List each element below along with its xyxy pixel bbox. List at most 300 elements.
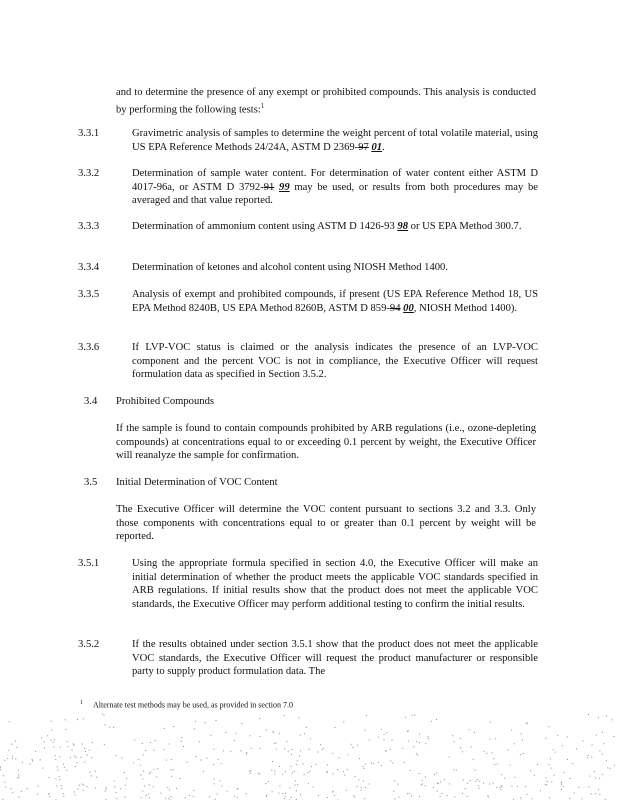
- scan-speck: [318, 795, 319, 796]
- scan-speck: [61, 788, 62, 789]
- scan-speck: [0, 769, 1, 770]
- scan-speck: [504, 778, 505, 779]
- scan-speck: [195, 721, 196, 722]
- scan-speck: [456, 770, 457, 771]
- scan-speck: [140, 775, 141, 776]
- scan-speck: [234, 796, 235, 797]
- scan-speck: [452, 735, 453, 736]
- scan-speck: [363, 781, 364, 782]
- test-item-3-3-1: [78, 127, 538, 154]
- scan-speck: [30, 764, 31, 765]
- scan-speck: [421, 784, 422, 785]
- scan-speck: [467, 783, 468, 784]
- scan-speck: [237, 788, 238, 789]
- scan-speck: [442, 793, 443, 794]
- scan-speck: [353, 747, 354, 748]
- scan-speck: [8, 750, 9, 751]
- scan-speck: [583, 740, 584, 741]
- scan-speck: [501, 785, 502, 786]
- item-text-after: or US EPA Method 300.7.: [408, 221, 522, 232]
- scan-speck: [303, 764, 304, 765]
- scan-speck: [285, 796, 286, 797]
- scan-speck: [465, 788, 466, 789]
- scan-speck: [614, 765, 615, 766]
- scan-speck: [474, 732, 475, 733]
- scan-speck: [437, 783, 438, 784]
- scan-speck: [428, 736, 429, 737]
- scan-speck: [606, 760, 607, 761]
- scan-speck: [487, 795, 488, 796]
- scan-speck: [95, 771, 96, 772]
- scan-speck: [15, 758, 16, 759]
- scan-speck: [160, 793, 161, 794]
- scan-speck: [309, 771, 310, 772]
- scan-speck: [249, 771, 250, 772]
- scan-speck: [77, 789, 78, 790]
- scan-speck: [77, 719, 78, 720]
- item-text-after: .: [382, 141, 385, 153]
- scan-speck: [250, 735, 251, 736]
- scan-speck: [74, 756, 75, 757]
- scan-speck: [114, 780, 115, 781]
- scan-speck: [355, 776, 356, 777]
- scan-speck: [607, 767, 608, 768]
- scan-speck: [199, 741, 200, 742]
- scan-speck: [79, 785, 80, 786]
- scan-speck: [373, 763, 374, 764]
- item-text: [132, 288, 538, 315]
- scan-speck: [105, 791, 106, 792]
- scan-speck: [300, 794, 301, 795]
- scan-speck: [49, 777, 50, 778]
- scan-speck: [587, 757, 588, 758]
- scan-speck: [411, 796, 412, 797]
- scan-speck: [166, 760, 167, 761]
- scan-speck: [65, 729, 66, 730]
- section-number: 3.4: [84, 396, 98, 407]
- scan-speck: [392, 740, 393, 741]
- scan-speck: [57, 770, 58, 771]
- scan-speck: [553, 749, 554, 750]
- scan-speck: [332, 753, 333, 754]
- scan-speck: [486, 753, 487, 754]
- scan-speck: [21, 791, 22, 792]
- scan-speck: [514, 743, 515, 744]
- scan-speck: [67, 746, 68, 747]
- scan-speck: [143, 771, 144, 772]
- scan-speck: [272, 791, 273, 792]
- scan-speck: [359, 758, 360, 759]
- item-number: 3.3.5: [78, 289, 100, 300]
- item-text: If the results obtained under section 3.5.1 show that the product does not meet the applicable VOC standards, the Executive Officer will request the product manufacturer or responsible party to supply product formulation data. The: [132, 639, 538, 678]
- scan-speck: [96, 777, 97, 778]
- scan-speck: [40, 759, 41, 760]
- scan-speck: [274, 773, 275, 774]
- scan-speck: [337, 769, 338, 770]
- scan-speck: [469, 729, 470, 730]
- scan-speck: [610, 768, 611, 769]
- scan-speck: [106, 787, 107, 788]
- scan-speck: [134, 740, 135, 741]
- section-3-4-body: If the sample is found to contain compounds prohibited by ARB regulations (i.e., ozone-depleting compounds) at concentrations equal to or exceeding 0.1 percent by weight, the Executive Officer will reanalyze the sample for confirmation.: [116, 423, 536, 462]
- scan-speck: [563, 786, 564, 787]
- inserted-revision: 99: [279, 181, 290, 193]
- scan-speck: [169, 744, 170, 745]
- scan-speck: [588, 786, 589, 787]
- section-number: 3.5: [84, 477, 98, 488]
- scan-speck: [307, 772, 308, 773]
- scan-speck: [602, 754, 603, 755]
- scan-speck: [185, 797, 186, 798]
- scan-speck: [156, 776, 157, 777]
- scan-speck: [234, 740, 235, 741]
- scan-speck: [155, 740, 156, 741]
- item-text: [132, 220, 538, 234]
- scan-speck: [479, 788, 480, 789]
- scan-speck: [290, 766, 291, 767]
- scan-speck: [16, 747, 17, 748]
- scan-speck: [381, 729, 382, 730]
- scan-speck: [83, 790, 84, 791]
- scan-speck: [595, 793, 596, 794]
- test-item-3-3-2: [78, 167, 538, 208]
- scan-speck: [7, 758, 8, 759]
- scan-speck: [291, 797, 292, 798]
- scan-speck: [51, 740, 52, 741]
- struck-revision: 91: [263, 181, 275, 193]
- scan-speck: [588, 755, 589, 756]
- scan-speck: [414, 715, 415, 716]
- scan-speck: [334, 795, 335, 796]
- scan-speck: [121, 757, 122, 758]
- scan-speck: [598, 789, 599, 790]
- item-number: 3.3.1: [78, 128, 100, 139]
- scan-speck: [205, 722, 206, 723]
- scan-speck: [32, 759, 33, 760]
- scan-speck: [196, 756, 197, 757]
- scan-speck: [300, 750, 301, 751]
- scan-speck: [410, 770, 411, 771]
- footnote-text: Alternate test methods may be used, as provided in section 7.0: [93, 700, 293, 710]
- scan-speck: [496, 787, 497, 788]
- scan-speck: [266, 729, 267, 730]
- scan-speck: [141, 797, 142, 798]
- scan-speck: [419, 734, 420, 735]
- scan-speck: [55, 759, 56, 760]
- item-text-before: Gravimetric analysis of samples to determine the weight percent of total volatile material, using US EPA Reference Methods 24/24A, ASTM D 2369-: [132, 128, 538, 153]
- scan-speck: [82, 784, 83, 785]
- scan-speck: [440, 781, 441, 782]
- scan-speck: [240, 750, 241, 751]
- footnote: [80, 698, 293, 711]
- scan-speck: [365, 730, 366, 731]
- scan-speck: [310, 738, 311, 739]
- scan-speck: [183, 746, 184, 747]
- scan-speck: [18, 770, 19, 771]
- scan-speck: [484, 751, 485, 752]
- scan-speck: [363, 766, 364, 767]
- scan-speck: [44, 742, 45, 743]
- item-number: 3.3.3: [78, 221, 100, 232]
- scan-speck: [437, 791, 438, 792]
- scan-speck: [394, 780, 395, 781]
- scan-speck: [384, 739, 385, 740]
- scan-speck: [364, 768, 365, 769]
- scan-speck: [296, 764, 297, 765]
- scan-speck: [81, 757, 82, 758]
- scan-speck: [510, 765, 511, 766]
- scan-speck: [428, 738, 429, 739]
- scan-speck: [416, 753, 417, 754]
- scan-speck: [265, 783, 266, 784]
- scan-speck: [4, 760, 5, 761]
- scan-speck: [285, 771, 286, 772]
- scan-speck: [200, 760, 201, 761]
- scan-speck: [453, 770, 454, 771]
- scan-speck: [271, 770, 272, 771]
- scan-speck: [176, 788, 177, 789]
- scan-speck: [547, 781, 548, 782]
- scan-speck: [339, 757, 340, 758]
- scan-speck: [393, 791, 394, 792]
- item-text-before: Determination of sample water content. For determination of water content either ASTM D 4017-96a, or ASTM D 3792-: [132, 168, 538, 193]
- scan-speck: [561, 789, 562, 790]
- scan-speck: [286, 741, 287, 742]
- scan-speck: [327, 771, 328, 772]
- scan-speck: [150, 772, 151, 773]
- scan-speck: [581, 798, 582, 799]
- scan-speck: [335, 727, 336, 728]
- scan-speck: [260, 748, 261, 749]
- scan-speck: [489, 784, 490, 785]
- scan-speck: [599, 794, 600, 795]
- scan-speck: [495, 738, 496, 739]
- scan-speck: [359, 779, 360, 780]
- scan-speck: [540, 790, 541, 791]
- scan-speck: [384, 734, 385, 735]
- scan-speck: [431, 721, 432, 722]
- scan-speck: [179, 778, 180, 779]
- scan-speck: [392, 763, 393, 764]
- scan-speck: [572, 763, 573, 764]
- scan-speck: [473, 759, 474, 760]
- scan-speck: [154, 769, 155, 770]
- scan-speck: [266, 796, 267, 797]
- scan-speck: [104, 724, 105, 725]
- scan-speck: [114, 786, 115, 787]
- scan-speck: [237, 797, 238, 798]
- scan-speck: [214, 779, 215, 780]
- scan-speck: [148, 794, 149, 795]
- scan-speck: [343, 771, 344, 772]
- scan-speck: [369, 784, 370, 785]
- scan-speck: [405, 717, 406, 718]
- scan-speck: [475, 770, 476, 771]
- scan-speck: [425, 776, 426, 777]
- scan-speck: [216, 720, 217, 721]
- scan-speck: [12, 756, 13, 757]
- item-number: 3.5.1: [78, 558, 100, 569]
- scan-speck: [125, 797, 126, 798]
- scan-speck: [138, 759, 139, 760]
- scan-speck: [149, 773, 150, 774]
- scan-speck: [171, 776, 172, 777]
- scan-speck: [333, 773, 334, 774]
- scan-speck: [591, 757, 592, 758]
- scan-speck: [454, 741, 455, 742]
- scan-speck: [149, 797, 150, 798]
- scan-speck: [54, 739, 55, 740]
- scan-speck: [526, 794, 527, 795]
- scan-speck: [150, 742, 151, 743]
- scan-speck: [193, 790, 194, 791]
- scan-speck: [591, 793, 592, 794]
- scan-speck: [284, 798, 285, 799]
- scan-speck: [66, 770, 67, 771]
- scan-speck: [378, 737, 379, 738]
- scan-speck: [299, 717, 300, 718]
- scan-speck: [449, 783, 450, 784]
- scan-speck: [497, 764, 498, 765]
- scan-speck: [241, 723, 242, 724]
- scan-speck: [149, 784, 150, 785]
- scan-speck: [109, 727, 110, 728]
- scan-speck: [221, 763, 222, 764]
- test-item-3-3-3: [78, 220, 538, 234]
- scan-speck: [531, 798, 532, 799]
- scan-speck: [90, 772, 91, 773]
- scan-speck: [105, 789, 106, 790]
- scan-speck: [246, 753, 247, 754]
- scan-speck: [545, 784, 546, 785]
- scan-speck: [87, 786, 88, 787]
- scan-speck: [356, 786, 357, 787]
- scan-speck: [346, 790, 347, 791]
- scan-speck: [12, 758, 13, 759]
- scan-speck: [294, 771, 295, 772]
- scan-speck: [344, 775, 345, 776]
- item-number: 3.3.2: [78, 168, 100, 179]
- scan-speck: [576, 748, 577, 749]
- scan-speck: [537, 764, 538, 765]
- scan-speck: [462, 793, 463, 794]
- scan-speck: [194, 728, 195, 729]
- scan-speck: [563, 772, 564, 773]
- scan-speck: [567, 736, 568, 737]
- scan-speck: [284, 715, 285, 716]
- scan-speck: [61, 785, 62, 786]
- intro-text: and to determine the presence of any exempt or prohibited compounds. This analysis is conducted by performing the following tests:: [116, 87, 536, 116]
- scan-speck: [32, 760, 33, 761]
- scan-speck: [546, 784, 547, 785]
- scan-speck: [551, 768, 552, 769]
- scan-speck: [27, 788, 28, 789]
- scan-speck: [594, 771, 595, 772]
- scan-speck: [369, 739, 370, 740]
- scan-speck: [332, 792, 333, 793]
- scan-speck: [104, 715, 105, 716]
- scan-speck: [187, 762, 188, 763]
- scan-speck: [102, 713, 103, 714]
- item-number: 3.3.6: [78, 342, 100, 353]
- scan-speck: [353, 795, 354, 796]
- scan-speck: [53, 747, 54, 748]
- scan-speck: [397, 784, 398, 785]
- scan-speck: [404, 762, 405, 763]
- inserted-revision: 01: [371, 141, 383, 153]
- scan-speck: [309, 749, 310, 750]
- scan-speck: [133, 762, 134, 763]
- scan-speck: [407, 793, 408, 794]
- scan-speck: [521, 733, 522, 734]
- scan-speck: [173, 769, 174, 770]
- scan-speck: [289, 788, 290, 789]
- scan-speck: [548, 764, 549, 765]
- subsection-3-5-1: [78, 557, 538, 611]
- scan-speck: [471, 746, 472, 747]
- section-title: Initial Determination of VOC Content: [116, 477, 278, 488]
- scan-speck: [475, 781, 476, 782]
- scan-speck: [390, 761, 391, 762]
- scan-speck: [304, 774, 305, 775]
- scan-speck: [523, 753, 524, 754]
- scan-speck: [214, 783, 215, 784]
- scan-speck: [210, 735, 211, 736]
- scan-speck: [526, 723, 527, 724]
- scan-speck: [371, 762, 372, 763]
- scan-speck: [117, 798, 118, 799]
- scan-speck: [18, 774, 19, 775]
- scan-speck: [209, 796, 210, 797]
- scan-speck: [126, 778, 127, 779]
- scan-speck: [364, 798, 365, 799]
- inserted-revision: 00: [403, 302, 414, 314]
- scan-speck: [157, 768, 158, 769]
- scan-speck: [91, 776, 92, 777]
- scan-speck: [11, 744, 12, 745]
- scan-speck: [460, 738, 461, 739]
- footnote-marker: 1: [80, 700, 83, 706]
- scan-speck: [75, 766, 76, 767]
- scan-speck: [530, 770, 531, 771]
- item-text-after: , NIOSH Method 1400).: [413, 302, 518, 314]
- scan-speck: [51, 730, 52, 731]
- scan-speck: [291, 754, 292, 755]
- scan-speck: [574, 792, 575, 793]
- scan-speck: [251, 748, 252, 749]
- scan-speck: [171, 759, 172, 760]
- scan-speck: [361, 790, 362, 791]
- scan-speck: [454, 796, 455, 797]
- scan-speck: [165, 798, 166, 799]
- scan-speck: [304, 733, 305, 734]
- scan-speck: [5, 786, 6, 787]
- scan-speck: [534, 775, 535, 776]
- test-item-3-3-5: [78, 288, 538, 315]
- scan-speck: [47, 735, 48, 736]
- scan-speck: [527, 723, 528, 724]
- scan-speck: [75, 795, 76, 796]
- scan-speck: [300, 735, 301, 736]
- scan-speck: [73, 743, 74, 744]
- scan-speck: [51, 721, 52, 722]
- scan-speck: [49, 796, 50, 797]
- inserted-revision: 98: [397, 221, 408, 232]
- scan-speck: [322, 749, 323, 750]
- scan-speck: [142, 743, 143, 744]
- scan-speck: [323, 748, 324, 749]
- scan-speck: [203, 771, 204, 772]
